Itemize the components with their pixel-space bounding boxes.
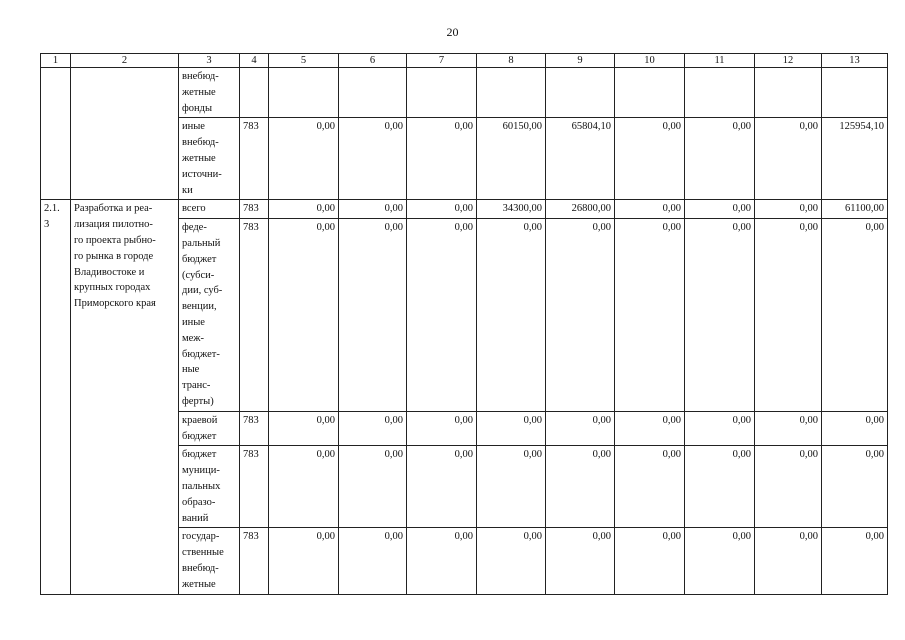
column-number: 9 xyxy=(546,54,615,68)
column-number: 5 xyxy=(269,54,339,68)
amount-cell: 60150,00 xyxy=(477,118,546,200)
amount-cell: 0,00 xyxy=(407,118,477,200)
amount-cell: 0,00 xyxy=(339,446,407,528)
amount-cell: 0,00 xyxy=(755,528,822,594)
column-number: 7 xyxy=(407,54,477,68)
amount-cell xyxy=(822,68,888,118)
funding-source: всего xyxy=(179,200,240,219)
amount-cell xyxy=(339,68,407,118)
funding-source: феде- ральный бюджет (субси- дии, суб- венции, иные меж- бюджет- ные транс- ферты) xyxy=(179,219,240,412)
amount-cell: 0,00 xyxy=(755,219,822,412)
amount-cell: 0,00 xyxy=(269,528,339,594)
page-number: 20 xyxy=(446,25,459,39)
amount-cell: 0,00 xyxy=(755,118,822,200)
amount-cell: 0,00 xyxy=(685,528,755,594)
amount-cell: 0,00 xyxy=(269,446,339,528)
amount-cell: 0,00 xyxy=(822,411,888,446)
amount-cell: 0,00 xyxy=(477,219,546,412)
amount-cell: 0,00 xyxy=(339,219,407,412)
amount-cell: 0,00 xyxy=(615,118,685,200)
budget-code: 783 xyxy=(240,219,269,412)
funding-source: бюджет муници- пальных образо- ваний xyxy=(179,446,240,528)
amount-cell: 0,00 xyxy=(615,446,685,528)
amount-cell: 0,00 xyxy=(615,219,685,412)
budget-code xyxy=(240,68,269,118)
amount-cell: 0,00 xyxy=(615,411,685,446)
amount-cell: 61100,00 xyxy=(822,200,888,219)
amount-cell: 0,00 xyxy=(685,446,755,528)
row-number xyxy=(41,68,71,200)
amount-cell xyxy=(477,68,546,118)
funding-source: краевой бюджет xyxy=(179,411,240,446)
amount-cell: 0,00 xyxy=(755,200,822,219)
amount-cell: 0,00 xyxy=(407,528,477,594)
budget-code: 783 xyxy=(240,411,269,446)
amount-cell: 0,00 xyxy=(755,446,822,528)
budget-table xyxy=(40,53,888,595)
event-name: Разработка и реа- лизация пилотно- го проекта рыбно- го рынка в городе Владивостоке и крупных городах Приморского края xyxy=(71,200,179,594)
amount-cell: 0,00 xyxy=(339,200,407,219)
amount-cell: 0,00 xyxy=(822,219,888,412)
amount-cell: 0,00 xyxy=(407,411,477,446)
amount-cell: 0,00 xyxy=(755,411,822,446)
column-number: 10 xyxy=(615,54,685,68)
amount-cell: 0,00 xyxy=(269,219,339,412)
table-row xyxy=(41,68,888,118)
amount-cell: 0,00 xyxy=(477,446,546,528)
column-number: 12 xyxy=(755,54,822,68)
amount-cell: 26800,00 xyxy=(546,200,615,219)
funding-source: государ- ственные внебюд- жетные xyxy=(179,528,240,594)
amount-cell xyxy=(546,68,615,118)
amount-cell xyxy=(755,68,822,118)
column-number: 4 xyxy=(240,54,269,68)
amount-cell: 34300,00 xyxy=(477,200,546,219)
amount-cell: 0,00 xyxy=(339,118,407,200)
amount-cell: 0,00 xyxy=(685,118,755,200)
funding-source: внебюд- жетные фонды xyxy=(179,68,240,118)
funding-source: иные внебюд- жетные источни- ки xyxy=(179,118,240,200)
column-number: 8 xyxy=(477,54,546,68)
amount-cell xyxy=(685,68,755,118)
amount-cell xyxy=(269,68,339,118)
amount-cell: 0,00 xyxy=(685,219,755,412)
amount-cell: 0,00 xyxy=(822,446,888,528)
amount-cell: 0,00 xyxy=(269,200,339,219)
column-number: 2 xyxy=(71,54,179,68)
amount-cell: 0,00 xyxy=(339,411,407,446)
amount-cell: 0,00 xyxy=(407,200,477,219)
amount-cell xyxy=(407,68,477,118)
amount-cell: 0,00 xyxy=(339,528,407,594)
amount-cell: 0,00 xyxy=(685,411,755,446)
column-number-row xyxy=(41,54,888,68)
amount-cell: 65804,10 xyxy=(546,118,615,200)
column-number: 3 xyxy=(179,54,240,68)
budget-code: 783 xyxy=(240,118,269,200)
column-number: 13 xyxy=(822,54,888,68)
amount-cell: 0,00 xyxy=(546,446,615,528)
amount-cell: 0,00 xyxy=(269,411,339,446)
amount-cell: 0,00 xyxy=(269,118,339,200)
amount-cell: 125954,10 xyxy=(822,118,888,200)
column-number: 6 xyxy=(339,54,407,68)
amount-cell xyxy=(615,68,685,118)
amount-cell: 0,00 xyxy=(685,200,755,219)
column-number: 11 xyxy=(685,54,755,68)
amount-cell: 0,00 xyxy=(546,411,615,446)
amount-cell: 0,00 xyxy=(822,528,888,594)
amount-cell: 0,00 xyxy=(615,200,685,219)
budget-code: 783 xyxy=(240,528,269,594)
budget-code: 783 xyxy=(240,200,269,219)
amount-cell: 0,00 xyxy=(546,528,615,594)
table-row xyxy=(41,200,888,219)
amount-cell: 0,00 xyxy=(546,219,615,412)
amount-cell: 0,00 xyxy=(615,528,685,594)
event-name xyxy=(71,68,179,200)
amount-cell: 0,00 xyxy=(407,446,477,528)
amount-cell: 0,00 xyxy=(477,528,546,594)
amount-cell: 0,00 xyxy=(407,219,477,412)
amount-cell: 0,00 xyxy=(477,411,546,446)
column-number: 1 xyxy=(41,54,71,68)
budget-code: 783 xyxy=(240,446,269,528)
row-number: 2.1. 3 xyxy=(41,200,71,594)
